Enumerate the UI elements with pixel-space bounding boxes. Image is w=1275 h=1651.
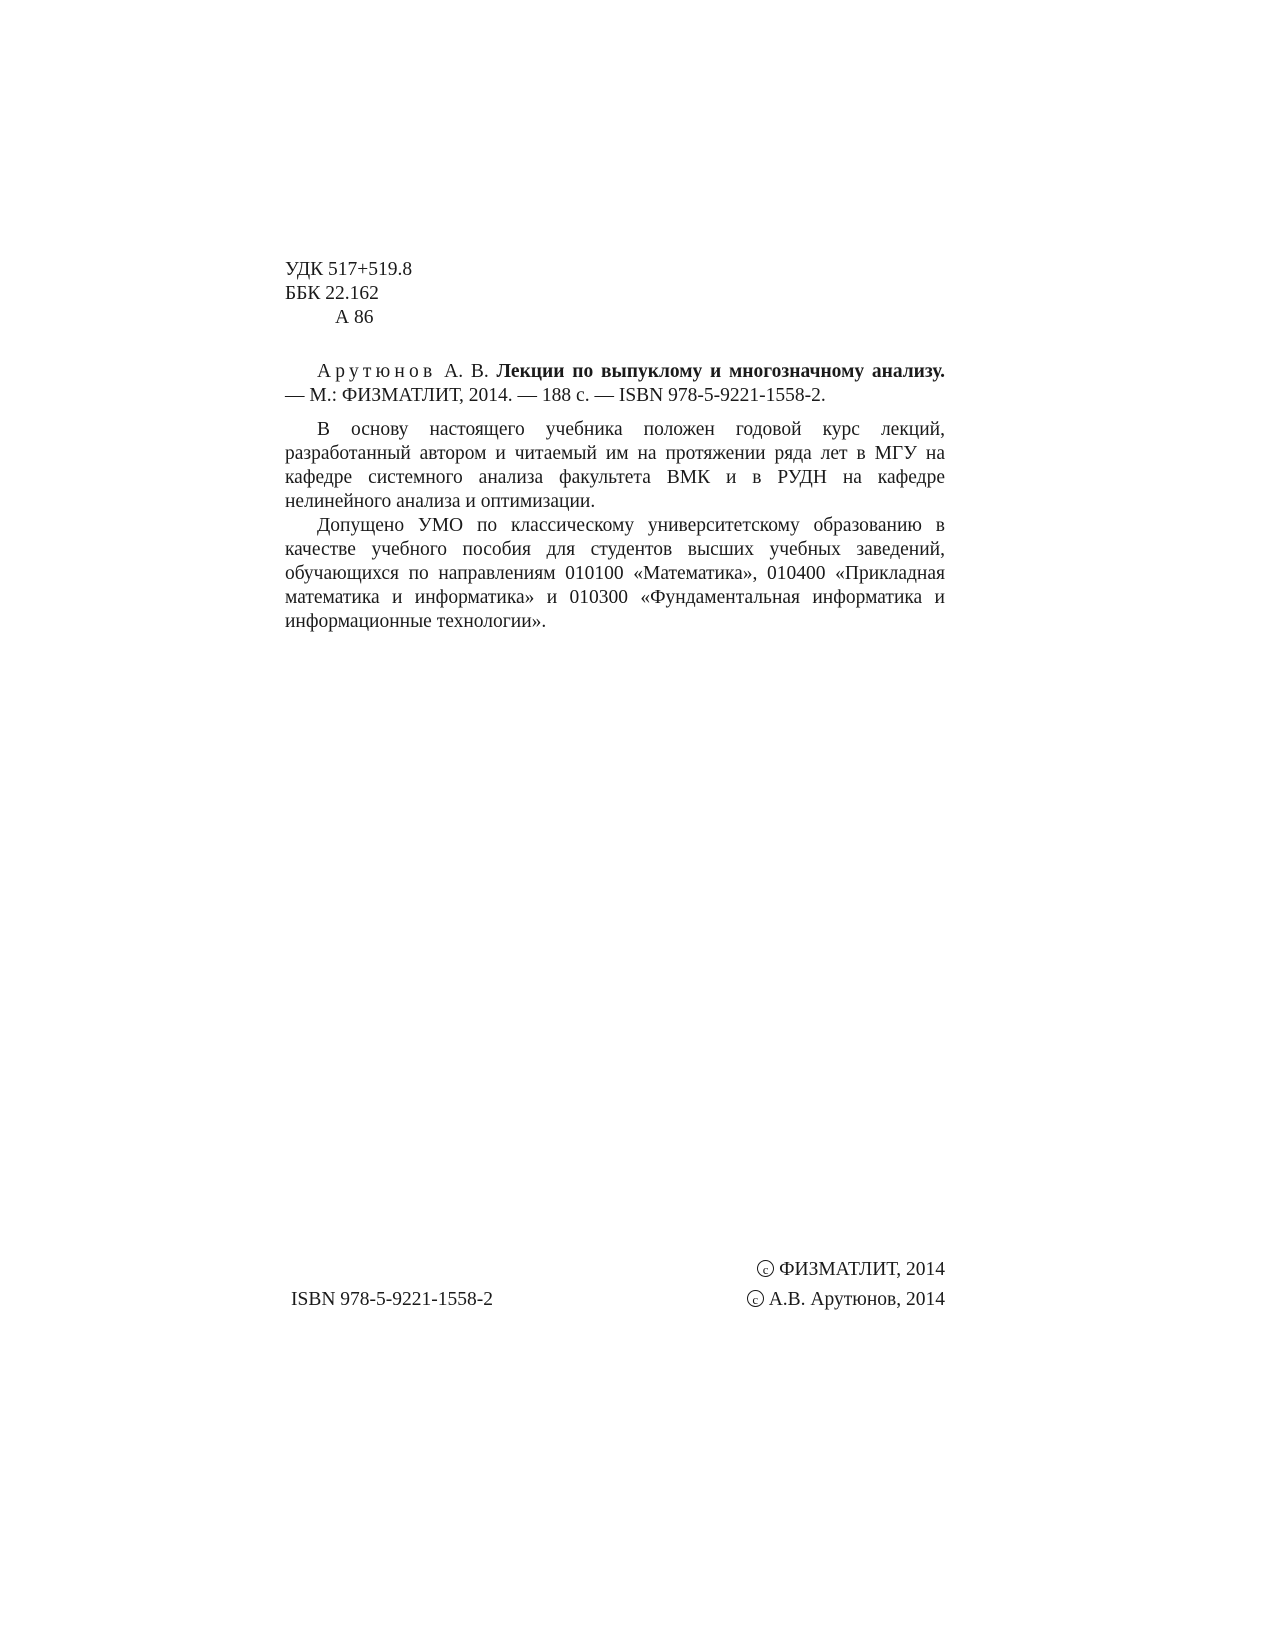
copyright-publisher (742, 1258, 945, 1282)
copyright-icon: c (757, 1260, 774, 1277)
classification-block (285, 258, 412, 330)
copyright-icon: c (747, 1290, 764, 1307)
udc-code: УДК 517+519.8 (285, 259, 413, 280)
approval-paragraph: Допущено УМО по классическому университетскому образованию в качестве учебного пособия для студентов высших учебных заведений, обучающихся по направлениям 010100 «Математика», 010400 «Прикладная математика и информатика» и 010300 «Фундаментальная информатика и информационные технологии». (285, 515, 945, 632)
bibliographic-entry (285, 360, 945, 408)
copyright-publisher-text: ФИЗМАТЛИТ, 2014 (779, 1259, 945, 1280)
author-name: Арутюнов (317, 361, 437, 382)
imprint: — М.: ФИЗМАТЛИТ, 2014. — 188 с. — ISBN 978-5-9221-1558-2. (285, 385, 826, 406)
annotation-paragraph: В основу настоящего учебника положен годовой курс лекций, разработанный автором и читаемый им на протяжении ряда лет в МГУ на кафедре системного анализа факультета ВМК и в РУДН на кафедре нелинейного анализа и оптимизации. (285, 419, 945, 512)
annotation-block (285, 418, 945, 634)
bibliographic-record (285, 360, 945, 408)
book-title: Лекции по выпуклому и многозначному анализу. (496, 361, 946, 382)
copyright-author-text: А.В. Арутюнов, 2014 (768, 1289, 945, 1310)
isbn-footer: ISBN 978-5-9221-1558-2 (291, 1289, 494, 1310)
author-code: А 86 (335, 307, 374, 328)
copyright-block (742, 1258, 945, 1318)
bbk-code: ББК 22.162 (285, 283, 379, 304)
author-initials: А. В. (444, 361, 489, 382)
copyright-author (742, 1288, 945, 1312)
